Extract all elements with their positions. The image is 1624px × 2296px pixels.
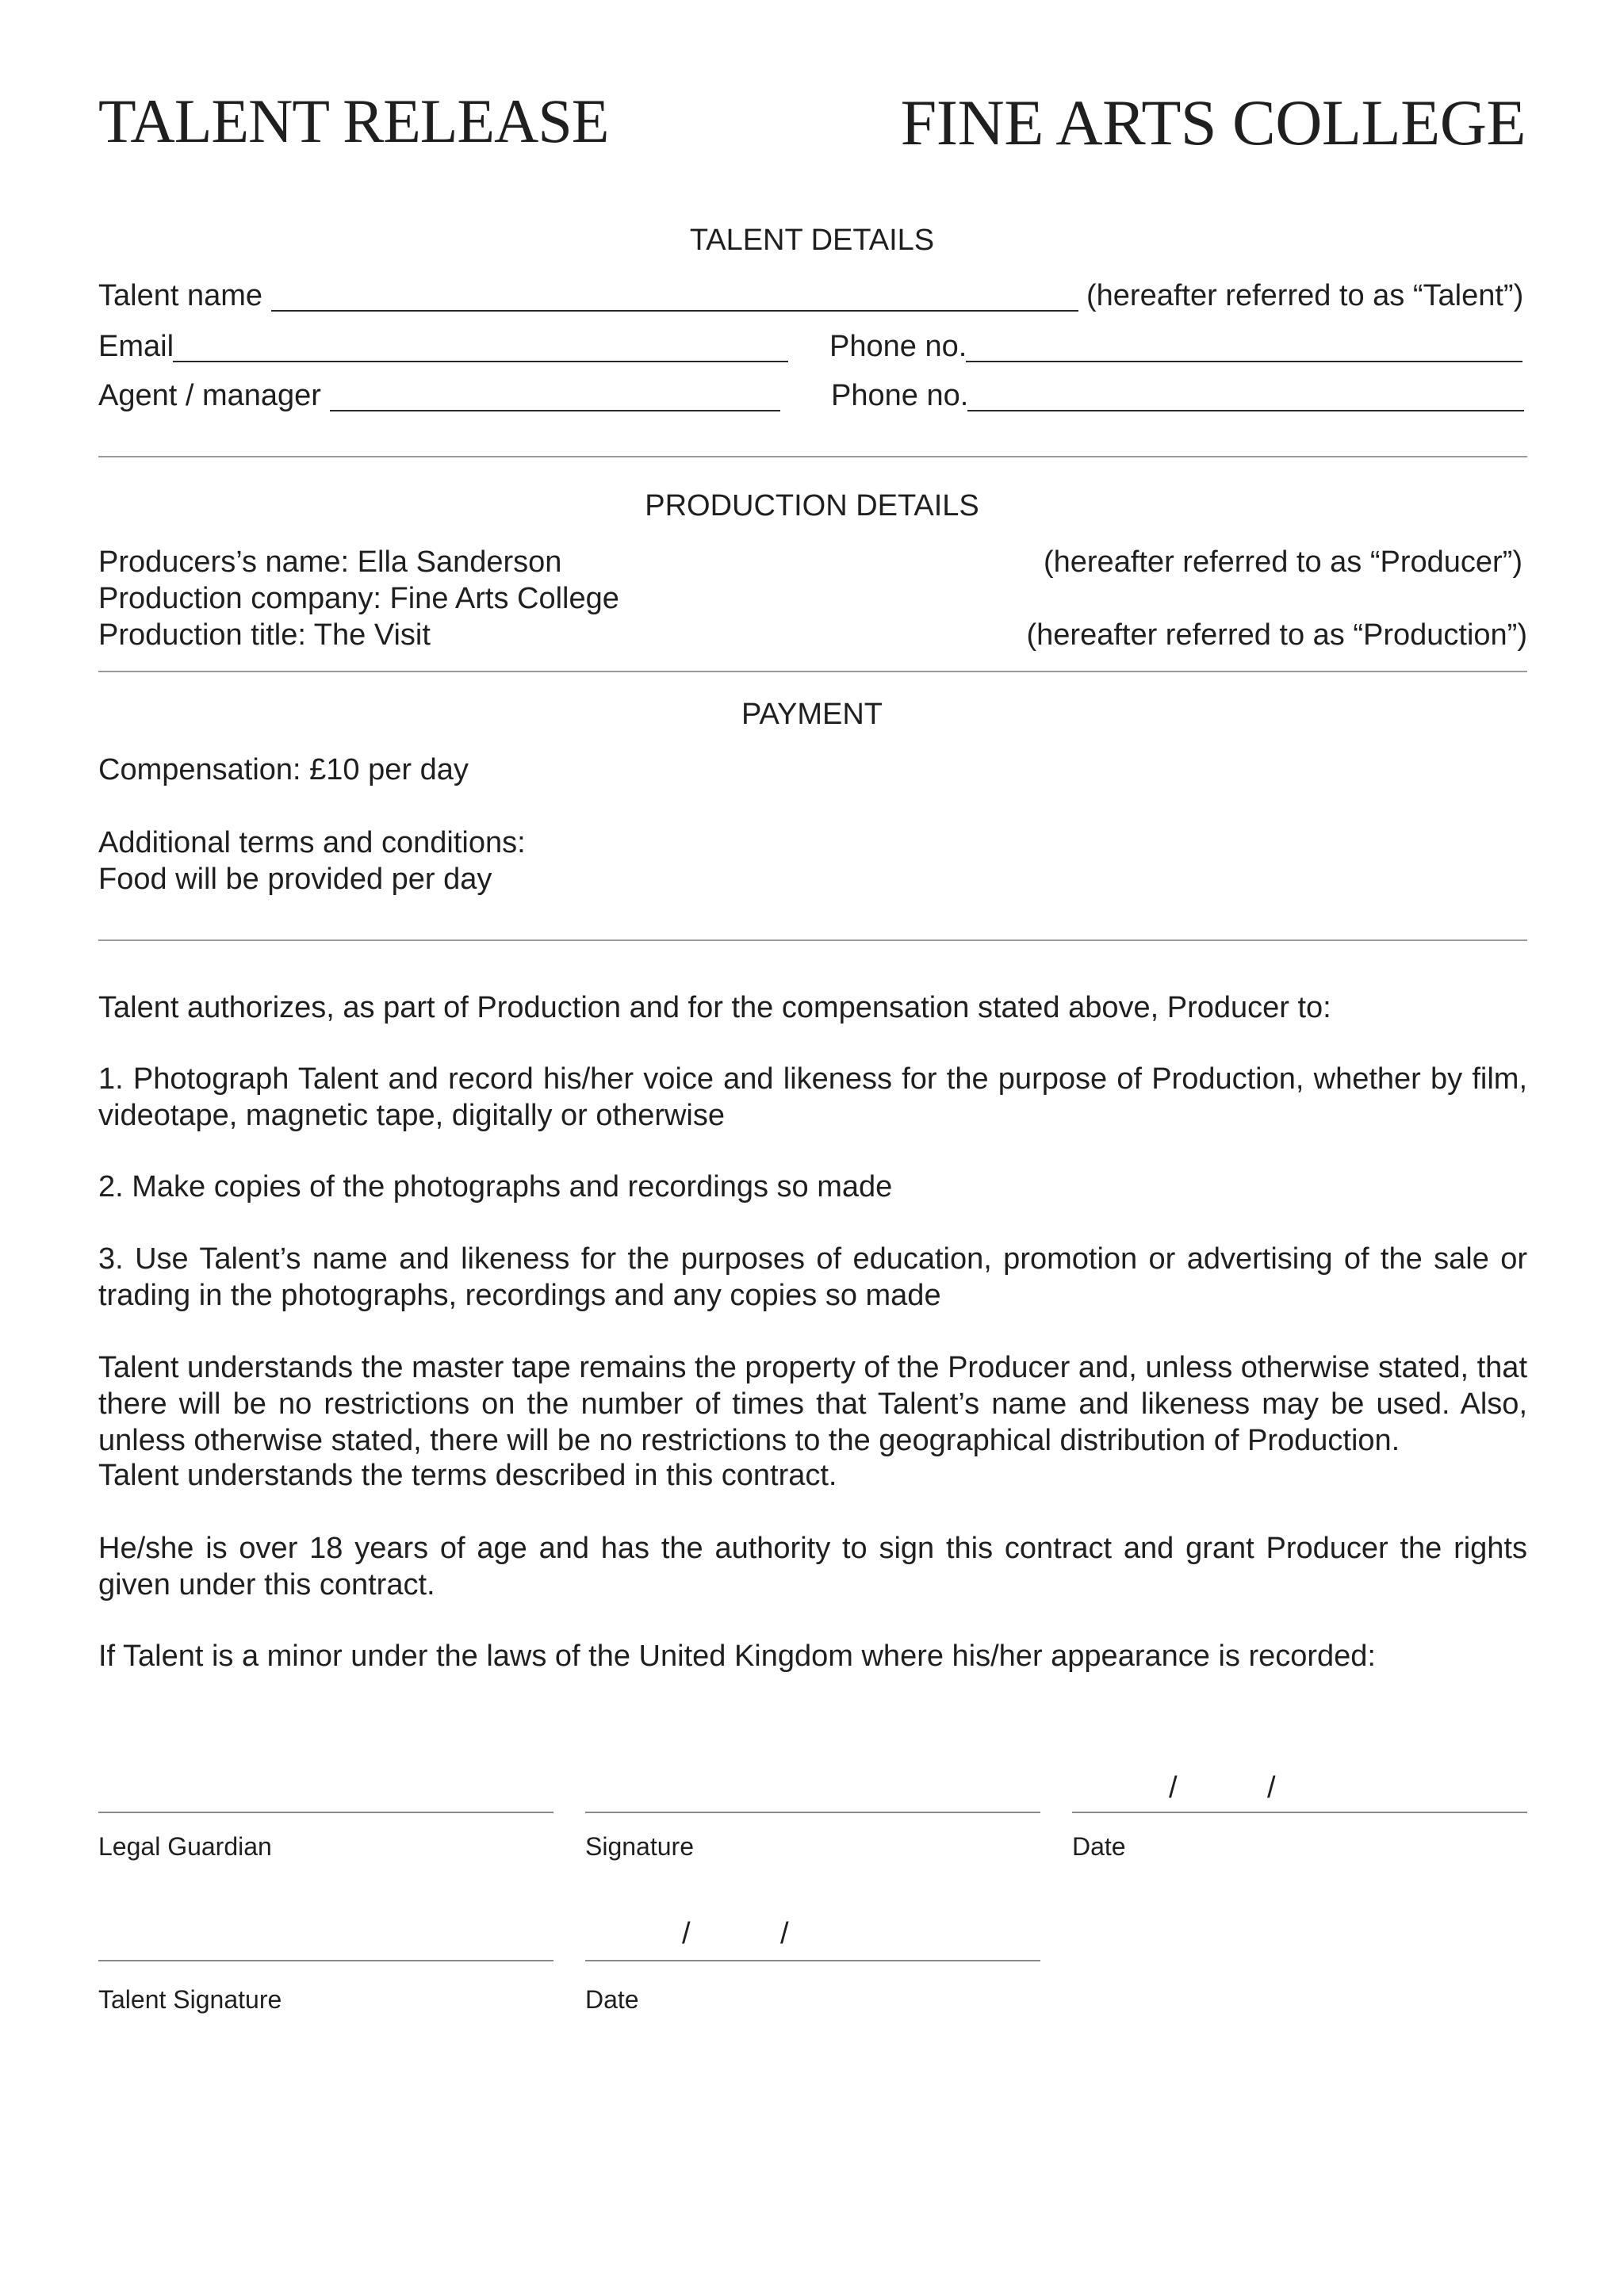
agent-field[interactable]	[330, 410, 780, 411]
form-title: TALENT RELEASE	[98, 86, 609, 155]
authorization-item-2: 2. Make copies of the photographs and recordings so made	[98, 1170, 893, 1203]
additional-terms-label: Additional terms and conditions:	[98, 826, 526, 859]
guardian-signature-line[interactable]	[98, 1812, 553, 1813]
terms-understood: Talent understands the terms described in this contract.	[98, 1459, 837, 1492]
authorization-intro: Talent authorizes, as part of Production and for the compensation stated above, Producer to:	[98, 991, 1331, 1024]
production-company: Production company: Fine Arts College	[98, 582, 619, 615]
agent-label: Agent / manager	[98, 379, 321, 412]
minor-statement: If Talent is a minor under the laws of the United Kingdom where his/her appearance is recorded:	[98, 1640, 1376, 1673]
payment-heading: PAYMENT	[741, 698, 883, 731]
production-referred-note: (hereafter referred to as “Production”)	[1026, 618, 1527, 652]
compensation: Compensation: £10 per day	[98, 753, 469, 786]
agent-phone-label: Phone no.	[831, 379, 969, 412]
divider	[98, 671, 1527, 672]
divider	[98, 939, 1527, 941]
email-label: Email	[98, 330, 174, 363]
agent-phone-field[interactable]	[967, 410, 1524, 411]
talent-name-field[interactable]	[271, 310, 1078, 312]
date-label: Date	[1072, 1832, 1126, 1861]
date-separator: /	[682, 1917, 691, 1950]
legal-guardian-label: Legal Guardian	[98, 1832, 272, 1861]
signature-line[interactable]	[585, 1812, 1040, 1813]
date-separator: /	[1267, 1771, 1276, 1804]
producer-referred-note: (hereafter referred to as “Producer”)	[1043, 545, 1522, 579]
date-separator: /	[780, 1917, 789, 1950]
authorization-item-1: 1. Photograph Talent and record his/her voice and likeness for the purpose of Production, whether by film, videotape, magnetic tape, digitally or otherwise	[98, 1062, 1527, 1132]
production-details-heading: PRODUCTION DETAILS	[645, 489, 979, 522]
additional-terms-value: Food will be provided per day	[98, 863, 492, 896]
authorization-item-3: 3. Use Talent’s name and likeness for the purposes of education, promotion or advertising of the sale or trading in the photographs, recordings and any copies so made	[98, 1242, 1527, 1312]
ownership-paragraph: Talent understands the master tape remains the property of the Producer and, unless otherwise stated, that there will be no restrictions on the number of times that Talent’s name and likeness may be used. Also, unless otherwise stated, there will be no restrictions to the geographical distribution of Production.	[98, 1351, 1527, 1457]
date-separator: /	[1169, 1771, 1178, 1804]
phone-label: Phone no.	[829, 330, 967, 363]
talent-signature-label: Talent Signature	[98, 1985, 282, 2014]
talent-signature-line[interactable]	[98, 1960, 553, 1961]
talent-name-label: Talent name	[98, 279, 263, 312]
institution-name: FINE ARTS COLLEGE	[900, 86, 1526, 159]
talent-referred-note: (hereafter referred to as “Talent”)	[1086, 279, 1524, 312]
date2-line[interactable]	[585, 1960, 1040, 1961]
signature-label: Signature	[585, 1832, 694, 1861]
date-line[interactable]	[1072, 1812, 1527, 1813]
production-title: Production title: The Visit	[98, 618, 431, 652]
phone-field[interactable]	[966, 361, 1522, 362]
talent-details-heading: TALENT DETAILS	[689, 224, 935, 257]
date2-label: Date	[585, 1985, 639, 2014]
age-statement: He/she is over 18 years of age and has the authority to sign this contract and grant Producer the rights given under this contract.	[98, 1532, 1527, 1601]
email-field[interactable]	[173, 361, 788, 362]
divider	[98, 456, 1527, 457]
producer-name: Producers’s name: Ella Sanderson	[98, 545, 562, 579]
